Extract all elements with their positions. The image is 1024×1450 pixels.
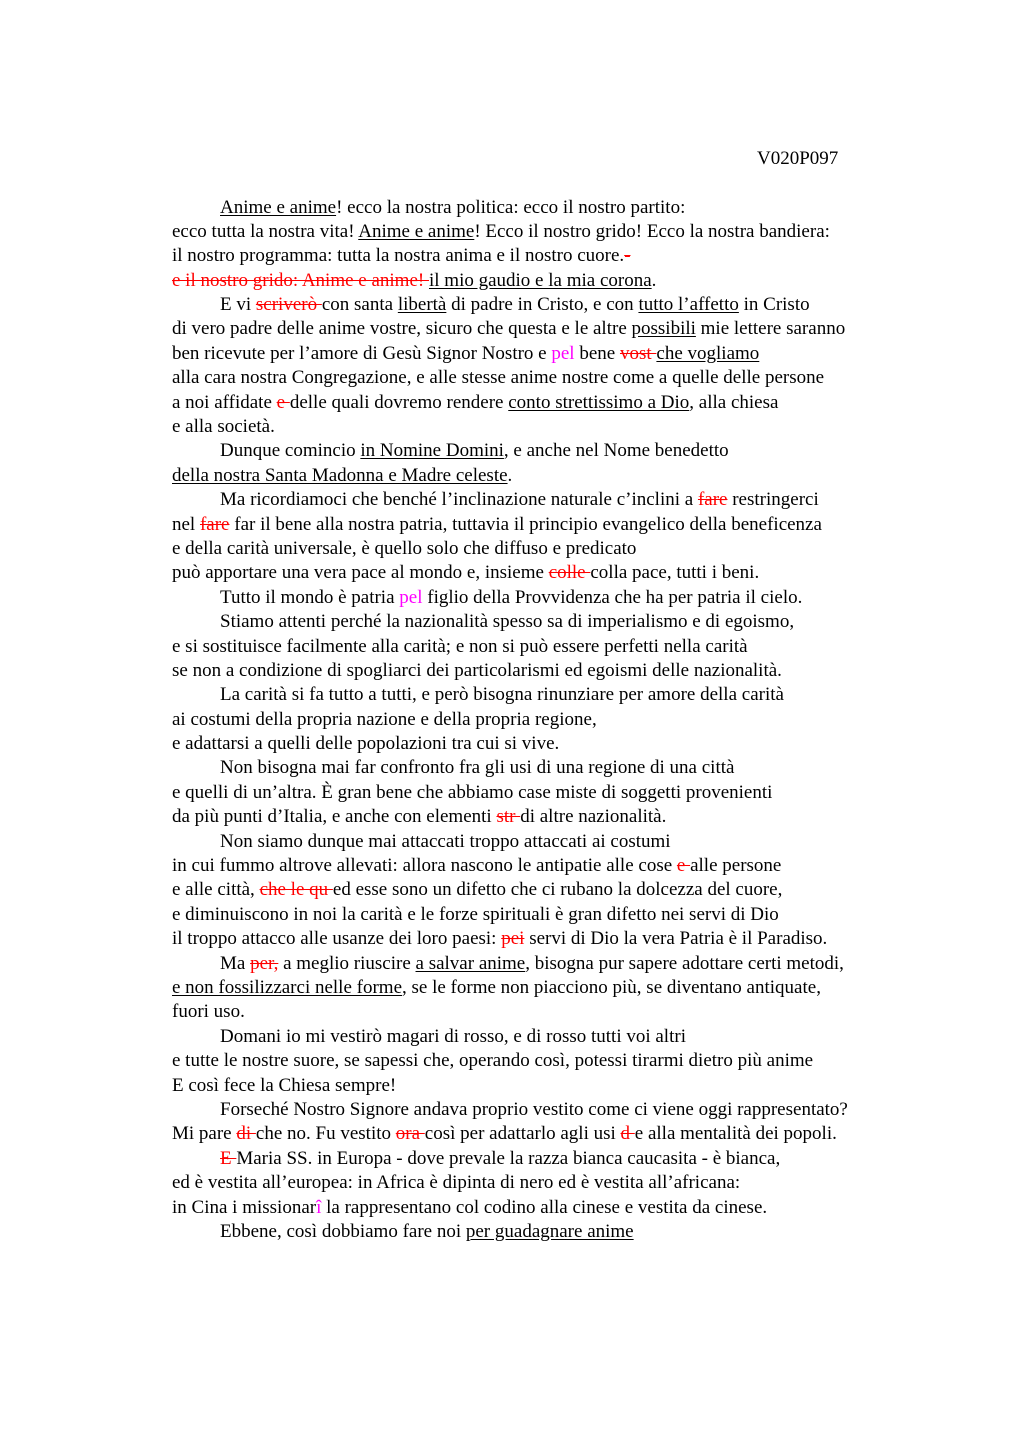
underlined-text: a salvar anime [415, 952, 526, 974]
text-run: in cui fummo altrove allevati: allora nascono le antipatie alle cose [172, 855, 677, 877]
text-run: Domani io mi vestirò magari di rosso, e di rosso tutti voi altri [220, 1025, 686, 1047]
deleted-text: che le qu [259, 879, 333, 901]
deleted-text: di [236, 1123, 256, 1145]
text-line [172, 317, 972, 341]
text-run: di padre in Cristo, e con [446, 294, 639, 316]
text-run: Forseché Nostro Signore andava proprio vestito come ci viene oggi rappresentato? [220, 1098, 848, 1120]
deleted-text: str [496, 806, 521, 828]
text-run: Maria SS. in Europa - dove prevale la razza bianca caucasita - è bianca, [236, 1147, 781, 1169]
text-line [172, 537, 972, 561]
text-run: , alla chiesa [689, 391, 779, 413]
text-line [172, 415, 972, 439]
text-run: ben ricevute per l’amore di Gesù Signor Nostro e [172, 342, 552, 364]
text-run: a meglio riuscire [278, 952, 416, 974]
inserted-text: pel [399, 586, 423, 608]
text-line [172, 220, 972, 244]
text-line [172, 513, 972, 537]
text-run: e si sostituisce facilmente alla carità; e non si può essere perfetti nella carità [172, 635, 748, 657]
text-line [172, 805, 972, 829]
text-run: Non bisogna mai far confronto fra gli usi di una regione di una città [220, 757, 735, 779]
text-run: Ma ricordiamoci che benché l’inclinazione naturale c’inclini a [220, 489, 698, 511]
text-run: in Cina i missionar [172, 1196, 317, 1218]
deleted-text: e [676, 855, 691, 877]
text-run: figlio della Provvidenza che ha per patria il cielo. [422, 586, 803, 608]
deleted-text: e [276, 391, 290, 413]
inserted-text: î [316, 1196, 322, 1218]
text-run: e alle città, [172, 879, 260, 901]
text-line [172, 830, 972, 854]
text-run: . [507, 464, 513, 486]
text-run: mie lettere saranno [695, 318, 846, 340]
deleted-text: per, [250, 952, 279, 974]
deleted-text: E [220, 1147, 237, 1169]
text-line [172, 610, 972, 634]
text-run: ! Ecco il nostro grido! Ecco la nostra bandiera: [474, 220, 830, 242]
text-line [172, 488, 972, 512]
text-line [172, 366, 972, 390]
text-run: , se le forme non piacciono più, se diventano antiquate, [402, 977, 821, 998]
text-run: e adattarsi a quelli delle popolazioni tra cui si vive. [172, 733, 560, 755]
text-line [172, 1098, 972, 1122]
text-line [172, 659, 972, 683]
underlined-text: conto strettissimo a Dio [508, 391, 690, 413]
text-line [172, 683, 972, 707]
text-line [172, 439, 972, 463]
text-line [172, 1000, 972, 1024]
underlined-text: che vogliamo [656, 342, 760, 364]
text-line [172, 878, 972, 902]
underlined-text: Anime e anime [220, 196, 337, 218]
text-run: la rappresentano col codino alla cinese e vestita da cinese. [321, 1196, 768, 1218]
document-body [172, 196, 972, 1245]
text-run: a noi affidate [172, 391, 277, 413]
text-run: delle quali dovremo rendere [289, 391, 509, 413]
text-line [172, 635, 972, 659]
text-run: e diminuiscono in noi la carità e le forze spirituali è gran difetto nei servi di Dio [172, 903, 779, 925]
text-line [172, 732, 972, 756]
text-run: Non siamo dunque mai attaccati troppo attaccati ai costumi [220, 830, 671, 852]
text-line [172, 293, 972, 317]
text-run: il nostro programma: tutta la nostra anima e il nostro cuore. [172, 245, 625, 267]
text-run: alla cara nostra Congregazione, e alle stesse anime nostre come a quelle delle persone [172, 367, 825, 389]
text-run: Tutto il mondo è patria [220, 586, 400, 608]
text-run: far il bene alla nostra patria, tuttavia il principio evangelico della beneficenza [229, 513, 822, 535]
text-run: e quelli di un’altra. È gran bene che abbiamo case miste di soggetti provenienti [172, 781, 773, 803]
underlined-text: libertà [397, 294, 447, 316]
text-run: ecco tutta la nostra vita! [172, 220, 359, 242]
text-run: La carità si fa tutto a tutti, e però bisogna rinunziare per amore della carità [220, 684, 784, 706]
text-line [172, 903, 972, 927]
text-run: bene [574, 342, 620, 364]
text-line [172, 1220, 972, 1244]
text-run: E vi [220, 294, 256, 316]
text-line [172, 342, 972, 366]
underlined-text: Anime e anime [358, 220, 475, 242]
text-line [172, 708, 972, 732]
text-run: e alla società. [172, 416, 275, 438]
text-run: . [651, 269, 657, 291]
text-run: di altre nazionalità. [520, 806, 667, 828]
text-line [172, 1025, 972, 1049]
text-run: fuori uso. [172, 1001, 245, 1023]
text-run: ed è vestita all’europea: in Africa è dipinta di nero ed è vestita all’africana: [172, 1172, 741, 1194]
text-line [172, 1074, 972, 1098]
text-run: ! ecco la nostra politica: ecco il nostro partito: [336, 196, 686, 218]
text-run: colla pace, tutti i beni. [590, 562, 760, 584]
deleted-text: - [624, 245, 631, 267]
text-run: Ebbene, così dobbiamo fare noi [220, 1220, 466, 1242]
page-id: V020P097 [757, 148, 839, 169]
underlined-text: e non fossilizzarci nelle forme [172, 977, 403, 998]
text-run: alle persone [690, 855, 782, 877]
text-line [172, 1122, 972, 1146]
text-run: restringerci [727, 489, 819, 511]
text-run: e tutte le nostre suore, se sapessi che, operando così, potessi tirarmi dietro più anime [172, 1050, 814, 1072]
text-run: Stiamo attenti perché la nazionalità spesso sa di imperialismo e di egoismo, [220, 611, 795, 633]
text-run: ai costumi della propria nazione e della propria regione, [172, 708, 597, 730]
text-line [172, 561, 972, 585]
underlined-text: per guadagnare anime [465, 1220, 634, 1242]
underlined-text: in Nomine Domini [360, 440, 504, 462]
text-run: di vero padre delle anime vostre, sicuro che questa e le altre [172, 318, 632, 340]
text-run: e della carità universale, è quello solo che diffuso e predicato [172, 537, 637, 559]
text-line [172, 952, 972, 976]
text-run: Dunque comincio [220, 440, 361, 462]
inserted-text: pel [551, 342, 575, 364]
deleted-text: colle [548, 562, 591, 584]
text-run: , e anche nel Nome benedetto [503, 440, 729, 462]
text-line [172, 244, 972, 268]
underlined-text: tutto l’affetto [638, 294, 739, 316]
text-run: nel [172, 513, 200, 535]
text-run: così per adattarlo agli usi [424, 1123, 621, 1145]
text-line [172, 464, 972, 488]
text-line [172, 976, 972, 1000]
deleted-text: pei [501, 928, 525, 950]
underlined-text: il mio gaudio e la mia corona [428, 269, 652, 291]
text-line [172, 1196, 972, 1220]
text-line [172, 1049, 972, 1073]
text-run: e alla mentalità dei popoli. [634, 1123, 837, 1145]
text-run: con santa [321, 294, 398, 316]
text-line [172, 854, 972, 878]
text-line [172, 586, 972, 610]
text-line [172, 269, 972, 293]
text-run: da più punti d’Italia, e anche con elementi [172, 806, 497, 828]
deleted-text: fare [199, 513, 230, 535]
text-run: servi di Dio la vera Patria è il Paradiso. [524, 928, 828, 950]
deleted-text: d [620, 1123, 635, 1145]
text-line [172, 756, 972, 780]
text-run: in Cristo [738, 294, 810, 316]
text-run: che no. Fu vestito [255, 1123, 396, 1145]
text-run: se non a condizione di spogliarci dei particolarismi ed egoismi delle nazionalità. [172, 659, 782, 681]
text-run: Mi pare [172, 1123, 237, 1145]
text-line [172, 1171, 972, 1195]
text-run: E così fece la Chiesa sempre! [172, 1074, 397, 1096]
deleted-text: fare [697, 489, 728, 511]
text-run: il troppo attacco alle usanze dei loro paesi: [172, 928, 502, 950]
text-line [172, 196, 972, 220]
deleted-text: e il nostro grido: Anime e anime! [172, 269, 429, 291]
text-line [172, 1147, 972, 1171]
text-line [172, 781, 972, 805]
underlined-text: della nostra Santa Madonna e Madre celeste [172, 464, 508, 486]
text-run: Ma [220, 952, 251, 974]
text-run: può apportare una vera pace al mondo e, insieme [172, 562, 549, 584]
text-run: ed esse sono un difetto che ci rubano la dolcezza del cuore, [332, 879, 783, 901]
underlined-text: possibili [631, 318, 696, 340]
deleted-text: vost [619, 342, 657, 364]
text-line [172, 391, 972, 415]
deleted-text: scriverò [255, 294, 322, 316]
text-line [172, 927, 972, 951]
deleted-text: ora [395, 1123, 425, 1145]
text-run: , bisogna pur sapere adottare certi metodi, [525, 952, 844, 974]
